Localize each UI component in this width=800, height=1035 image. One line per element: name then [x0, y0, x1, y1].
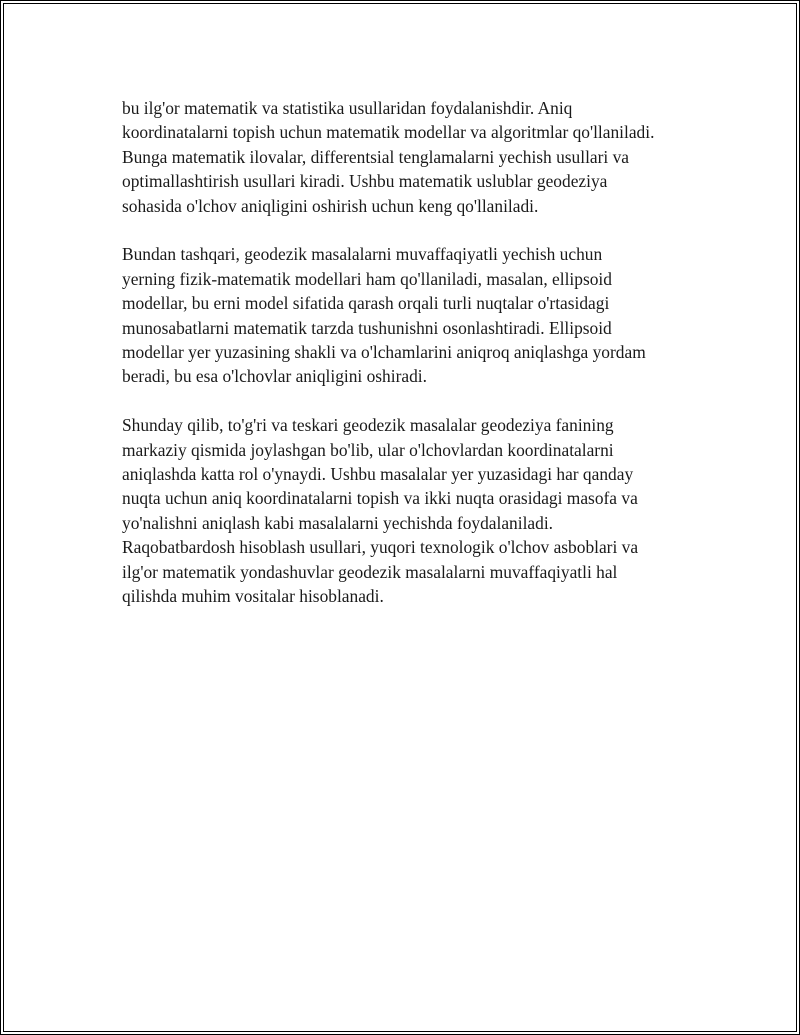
text-line: Raqobatbardosh hisoblash usullari, yuqori texnologik o'lchov asboblari va [122, 537, 639, 558]
text-line: modellar yer yuzasining shakli va o'lchamlarini aniqroq aniqlashga yordam [122, 342, 646, 363]
text-line: yo'nalishni aniqlash kabi masalalarni yechishda foydalaniladi. [122, 512, 554, 533]
text-line: sohasida o'lchov aniqligini oshirish uchun keng qo'llaniladi. [122, 195, 539, 216]
text-line: koordinatalarni topish uchun matematik modellar va algoritmlar qo'llaniladi. [122, 122, 655, 143]
text-line: Bundan tashqari, geodezik masalalarni muvaffaqiyatli yechish uchun [122, 244, 603, 265]
paragraph-1 [122, 96, 712, 218]
text-line: ilg'or matematik yondashuvlar geodezik masalalarni muvaffaqiyatli hal [122, 561, 618, 582]
text-line: Shunday qilib, to'g'ri va teskari geodezik masalalar geodeziya fanining [122, 415, 614, 436]
paragraph-3 [122, 413, 712, 608]
text-line: beradi, bu esa o'lchovlar aniqligini oshiradi. [122, 366, 427, 387]
text-line: modellar, bu erni model sifatida qarash orqali turli nuqtalar o'rtasidagi [122, 293, 610, 314]
text-line: qilishda muhim vositalar hisoblanadi. [122, 586, 384, 607]
text-line: optimallashtirish usullari kiradi. Ushbu matematik uslublar geodeziya [122, 171, 608, 192]
text-line: munosabatlarni matematik tarzda tushunishni osonlashtiradi. Ellipsoid [122, 317, 612, 338]
paragraph-2 [122, 242, 712, 388]
text-line: yerning fizik-matematik modellari ham qo'llaniladi, masalan, ellipsoid [122, 268, 612, 289]
document-body [122, 96, 712, 633]
text-line: bu ilg'or matematik va statistika usullaridan foydalanishdir. Aniq [122, 98, 573, 118]
text-line: aniqlashda katta rol o'ynaydi. Ushbu masalalar yer yuzasidagi har qanday [122, 464, 634, 485]
text-line: nuqta uchun aniq koordinatalarni topish va ikki nuqta orasidagi masofa va [122, 488, 638, 509]
text-line: Bunga matematik ilovalar, differentsial tenglamalarni yechish usullari va [122, 146, 630, 167]
text-line: markaziy qismida joylashgan bo'lib, ular o'lchovlardan koordinatalarni [122, 439, 614, 460]
